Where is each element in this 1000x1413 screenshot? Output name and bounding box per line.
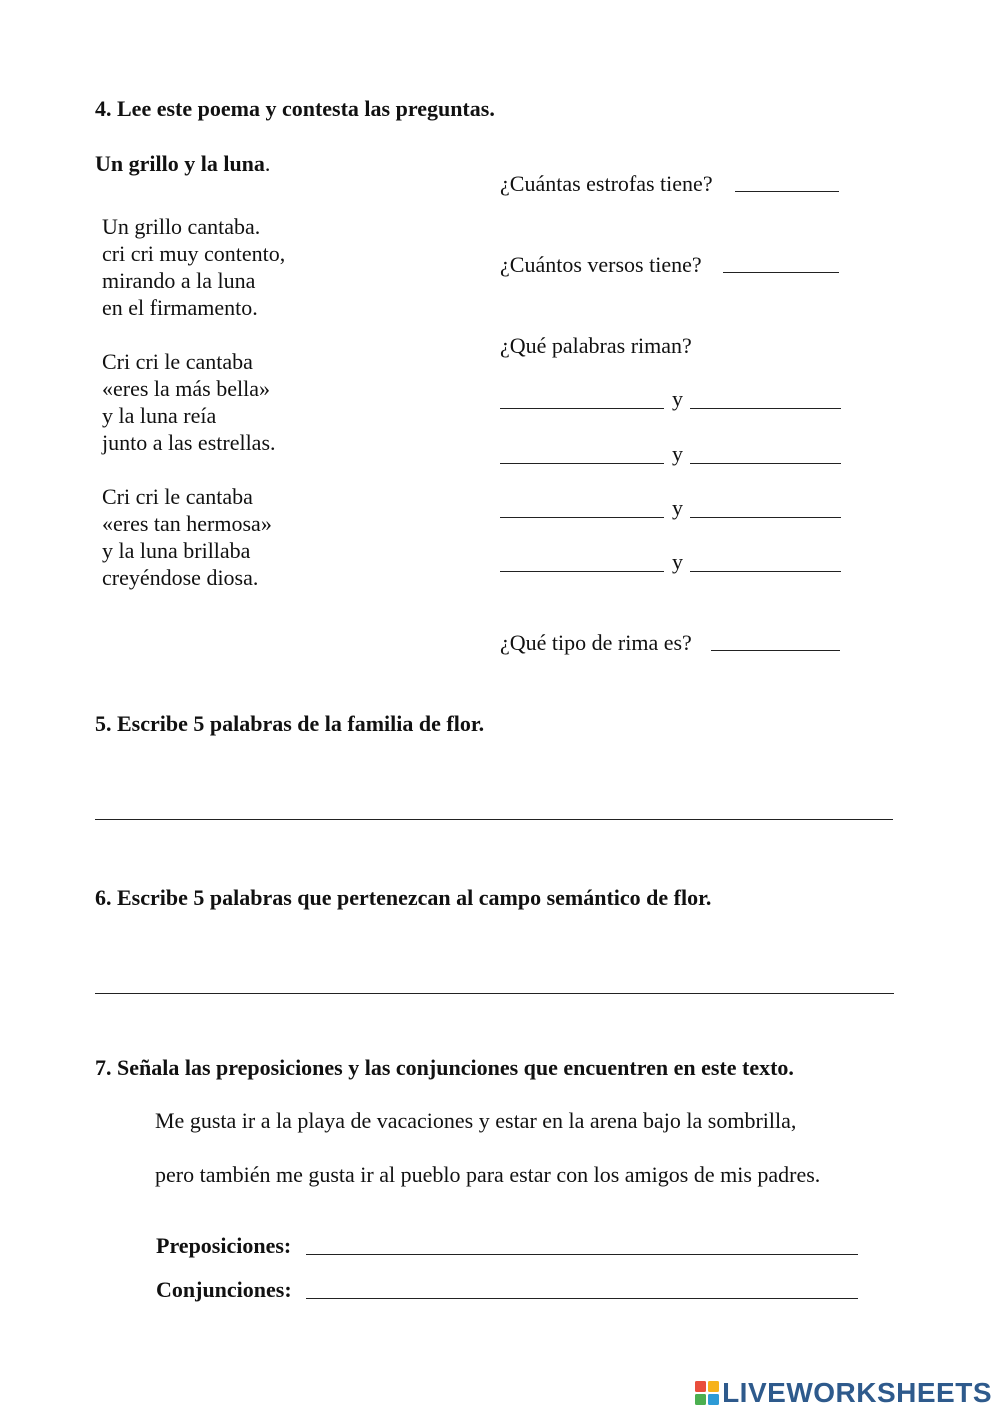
logo-mark-icon	[694, 1380, 720, 1406]
q7-text-line-1: Me gusta ir a la playa de vacaciones y estar en la arena bajo la sombrilla,	[155, 1108, 797, 1133]
poem-verse: creyéndose diosa.	[102, 565, 259, 590]
poem-verse: «eres tan hermosa»	[102, 511, 272, 536]
versos-answer-blank[interactable]	[723, 272, 839, 273]
q5-answer-line[interactable]	[95, 819, 893, 820]
poem-verse: mirando a la luna	[102, 268, 256, 293]
poem-verse: en el firmamento.	[102, 295, 258, 320]
q7-heading: 7. Señala las preposiciones y las conjunciones que encuentren en este texto.	[95, 1055, 794, 1080]
rhyme-blank-left[interactable]	[500, 571, 664, 572]
logo-text: LIVEWORKSHEETS	[722, 1377, 992, 1408]
q-versos-label: ¿Cuántos versos tiene?	[500, 252, 702, 277]
rhyme-blank-right[interactable]	[690, 517, 841, 518]
q6-heading: 6. Escribe 5 palabras que pertenezcan al campo semántico de flor.	[95, 885, 712, 910]
poem-verse: y la luna reía	[102, 403, 217, 428]
poem-verse: «eres la más bella»	[102, 376, 270, 401]
rhyme-blank-left[interactable]	[500, 408, 664, 409]
q-tipo-rima-label: ¿Qué tipo de rima es?	[500, 630, 692, 655]
conjunciones-label: Conjunciones:	[156, 1277, 292, 1302]
q-estrofas-label: ¿Cuántas estrofas tiene?	[500, 171, 713, 196]
pair-connector: y	[672, 549, 683, 574]
estrofas-answer-blank[interactable]	[735, 191, 839, 192]
q6-answer-line[interactable]	[95, 993, 894, 994]
conjunciones-answer-line[interactable]	[306, 1298, 858, 1299]
rhyme-blank-left[interactable]	[500, 463, 664, 464]
q-riman-label: ¿Qué palabras riman?	[500, 333, 692, 358]
preposiciones-label: Preposiciones:	[156, 1233, 292, 1258]
poem-title-wrapper	[95, 151, 270, 177]
poem-verse: cri cri muy contento,	[102, 241, 286, 266]
rhyme-blank-left[interactable]	[500, 517, 664, 518]
poem-verse: Cri cri le cantaba	[102, 484, 253, 509]
poem-verse: junto a las estrellas.	[102, 430, 276, 455]
poem-title-period: .	[264, 151, 271, 176]
rhyme-blank-right[interactable]	[690, 408, 841, 409]
pair-connector: y	[672, 441, 683, 466]
poem-verse: y la luna brillaba	[102, 538, 251, 563]
tipo-rima-answer-blank[interactable]	[711, 650, 840, 651]
poem-verse: Cri cri le cantaba	[102, 349, 253, 374]
liveworksheets-logo	[694, 1376, 992, 1410]
q5-heading: 5. Escribe 5 palabras de la familia de flor.	[95, 711, 485, 736]
pair-connector: y	[672, 386, 683, 411]
rhyme-blank-right[interactable]	[690, 571, 841, 572]
preposiciones-answer-line[interactable]	[306, 1254, 858, 1255]
q4-heading: 4. Lee este poema y contesta las preguntas.	[95, 96, 495, 121]
rhyme-blank-right[interactable]	[690, 463, 841, 464]
poem-title: Un grillo y la luna	[95, 151, 265, 176]
q7-text-line-2: pero también me gusta ir al pueblo para estar con los amigos de mis padres.	[155, 1162, 821, 1187]
poem-verse: Un grillo cantaba.	[102, 214, 261, 239]
pair-connector: y	[672, 495, 683, 520]
